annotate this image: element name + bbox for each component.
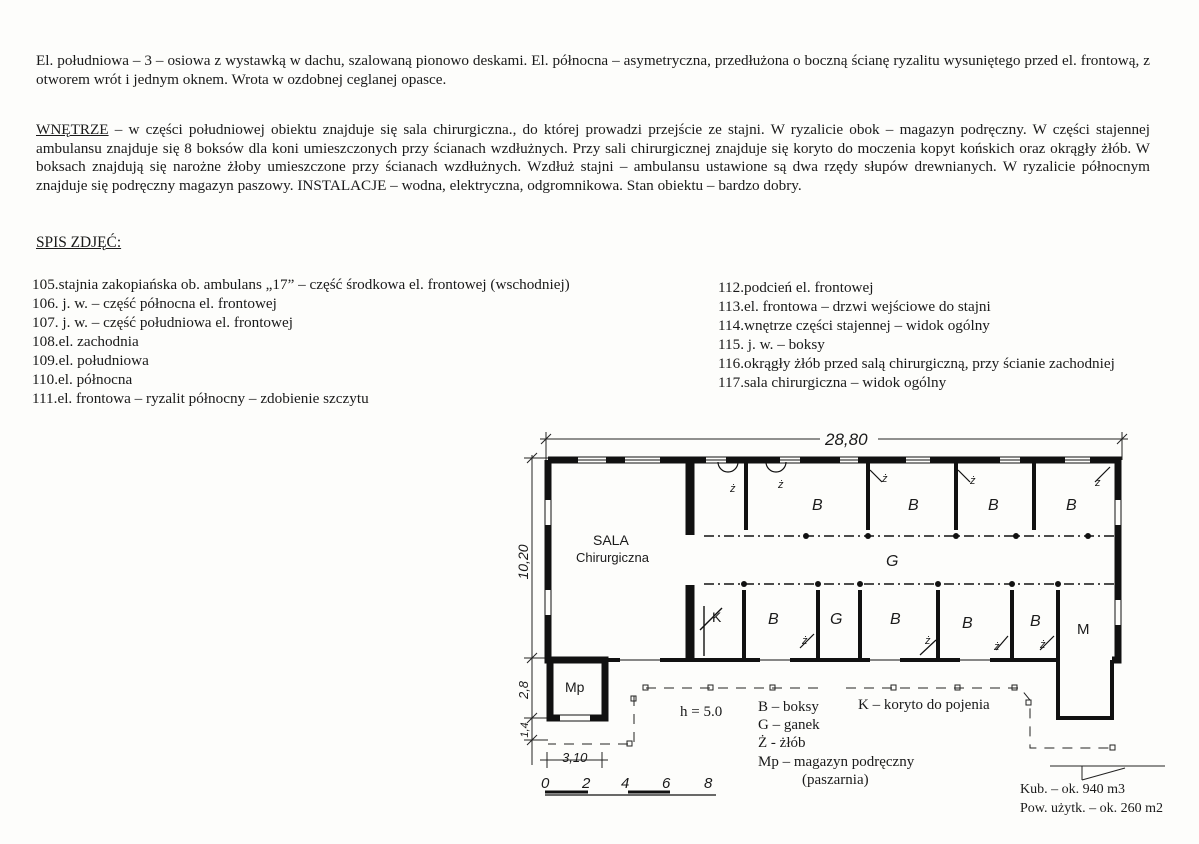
list-item: 108.el. zachodnia — [32, 333, 139, 350]
list-item: 117.sala chirurgiczna – widok ogólny — [718, 374, 947, 391]
column-rows — [704, 536, 1115, 584]
dimension-wing-width-label: 3,10 — [562, 750, 588, 765]
list-item: 115. j. w. – boksy — [718, 336, 825, 353]
manger-label: ż — [970, 475, 976, 487]
manger-label: ż — [1040, 639, 1046, 651]
list-item: 109.el. południowa — [32, 352, 149, 369]
eaves-outline — [548, 688, 1115, 748]
box-label: B — [812, 497, 823, 514]
scale-tick: 4 — [621, 775, 630, 792]
box-labels — [768, 497, 1077, 632]
manger-label: ż — [730, 483, 736, 495]
corridor-label: G — [830, 611, 843, 628]
scale-tick: 6 — [662, 775, 671, 792]
level-marker — [1050, 766, 1165, 780]
box-label: B — [1066, 497, 1077, 514]
description-paragraph-interior — [36, 121, 1150, 195]
room-label-mp: Mp — [565, 679, 585, 695]
photo-list-heading: SPIS ZDJĘĆ: — [36, 234, 122, 251]
dimension-small-label: 1,4 — [519, 722, 531, 738]
scale-tick: 2 — [582, 775, 591, 792]
usable-area: Pow. użytk. – ok. 260 m2 — [1020, 801, 1163, 816]
photo-list-left — [32, 275, 570, 408]
manger-label: ż — [994, 641, 1000, 653]
dimension-wing-label: 2,8 — [516, 680, 531, 700]
manger-label: ż — [802, 635, 808, 647]
legend-item: B – boksy — [758, 699, 819, 715]
scale-tick: 0 — [541, 775, 550, 792]
room-label-sala-sub: Chirurgiczna — [576, 550, 649, 565]
floor-plan — [500, 420, 1170, 838]
list-item: 112.podcień el. frontowej — [718, 279, 874, 296]
height-note: h = 5.0 — [680, 704, 723, 720]
scale-ticks — [541, 775, 713, 792]
box-label: B — [962, 615, 973, 632]
corridor-label: G — [886, 553, 899, 570]
legend-item: G – ganek — [758, 717, 820, 733]
manger-label: ż — [1095, 477, 1101, 489]
cubature: Kub. – ok. 940 m3 — [1020, 782, 1125, 797]
manger-label: ż — [882, 473, 888, 485]
list-item: 113.el. frontowa – drzwi wejściowe do stajni — [718, 298, 991, 315]
box-label: B — [988, 497, 999, 514]
scale-tick: 8 — [704, 775, 713, 792]
list-item: 107. j. w. – część południowa el. frontowej — [32, 314, 293, 331]
description-paragraph-elevations: El. południowa – 3 – osiowa z wystawką w dachu, szalowaną pionowo deskami. El. północna – asymetryczna, przedłużona o boczną ścianę ryzalitu wysuniętego przed el. frontową, z otworem wrót i jednym oknem. Wrota w ozdobnej ceglanej opasce. — [36, 52, 1150, 88]
legend-item: Mp – magazyn podręczny — [758, 754, 915, 770]
list-item: 110.el. północna — [32, 371, 133, 388]
photo-list-right — [718, 278, 1115, 392]
scale-bar — [545, 792, 716, 795]
dimension-length-label: 28,80 — [825, 430, 868, 449]
room-label-m: M — [1077, 621, 1090, 638]
list-item: 114.wnętrze części stajennej – widok ogólny — [718, 317, 990, 334]
interior-label: WNĘTRZE — [36, 121, 109, 138]
box-label: B — [908, 497, 919, 514]
box-label: B — [1030, 613, 1041, 630]
interior-text: – w części południowej obiektu znajduje się sala chirurgiczna., do której prowadzi przejście ze stajni. W ryzalicie obok – magazyn podręczny. W części stajennej ambulansu znajduje się 8 boksów dla koni umieszczonych przy ścianach wzdłużnych. Przy sali chirurgicznej znajduje się koryto do moczenia kopyt końskich oraz okrągły żłób. W boksach znajdują się narożne żłoby umieszczone przy ścianach wzdłużnych. Wzdłuż stajni – ambulansu ustawione są dwa rzędy słupów drewnianych. W ryzalicie północnym znajduje się podręczny magazyn paszowy. INSTALACJE – wodna, elektryczna, odgromnikowa. Stan obiektu – bardzo dobry. — [36, 121, 1150, 194]
list-item: 111.el. frontowa – ryzalit północny – zdobienie szczytu — [32, 390, 369, 407]
legend-k: K – koryto do pojenia — [858, 697, 990, 713]
box-partitions — [744, 462, 1058, 658]
box-label: B — [890, 611, 901, 628]
list-item: 105.stajnia zakopiańska ob. ambulans „17” – część środkowa el. frontowej (wschodniej) — [32, 276, 570, 293]
dimension-width-label: 10,20 — [515, 544, 531, 580]
trough-label: K — [712, 609, 722, 625]
legend-item: (paszarnia) — [802, 772, 869, 788]
column-posts — [741, 533, 1091, 587]
box-label: B — [768, 611, 779, 628]
list-item: 116.okrągły żłób przed salą chirurgiczną, przy ścianie zachodniej — [718, 355, 1115, 372]
manger-label: ż — [778, 479, 784, 491]
room-label-sala: SALA — [593, 532, 629, 548]
list-item: 106. j. w. – część północna el. frontowej — [32, 295, 277, 312]
manger-label: ż — [925, 635, 931, 647]
legend-item: Ż - żłób — [758, 735, 806, 751]
dimension-width — [524, 453, 548, 765]
